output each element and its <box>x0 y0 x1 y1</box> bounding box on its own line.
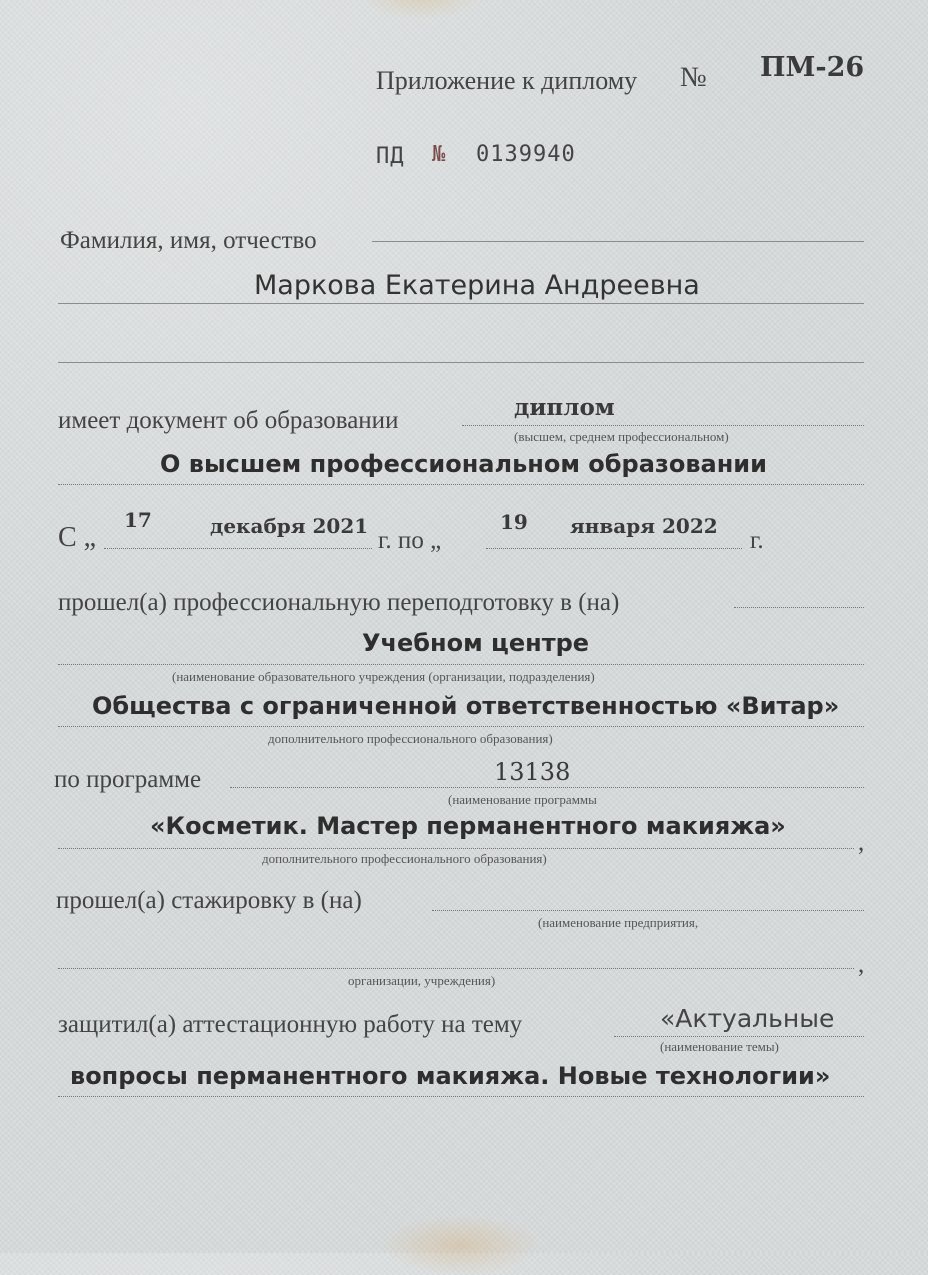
period-end-day: 19 <box>500 510 528 534</box>
doc-prefix: ПД <box>376 144 405 169</box>
period-start-line <box>104 548 372 549</box>
training-institution-line2: Общества с ограниченной ответственностью «Витар» <box>92 692 840 720</box>
program-hint1: (наименование программы <box>448 792 597 807</box>
thesis-hint: (наименование темы) <box>660 1039 779 1054</box>
appendix-label: Приложение к диплому <box>376 66 638 95</box>
top-ornament <box>360 0 480 20</box>
fio-label: Фамилия, имя, отчество <box>60 227 317 254</box>
program-line-2 <box>58 848 854 849</box>
program-code: 13138 <box>494 758 571 786</box>
thesis-label: защитил(а) аттестационную работу на тему <box>58 1011 523 1038</box>
program-label: по программе <box>54 766 202 793</box>
thesis-topic-line2: вопросы перманентного макияжа. Новые технологии» <box>70 1062 831 1090</box>
education-doc-label: имеет документ об образовании <box>58 407 399 434</box>
internship-hint1: (наименование предприятия, <box>538 915 699 930</box>
number-sign: № <box>680 62 707 93</box>
program-name: «Косметик. Мастер перманентного макияжа» <box>150 812 786 840</box>
period-start-month-year: декабря 2021 <box>210 514 369 538</box>
training-hint1: (наименование образовательного учреждения (организации, подразделения) <box>172 669 595 684</box>
doc-number-sign: № <box>432 142 447 167</box>
training-line-1 <box>58 664 864 665</box>
thesis-line-1 <box>614 1036 864 1037</box>
education-doc-line <box>462 425 864 426</box>
period-end-line <box>486 548 742 549</box>
appendix-number: ПМ-26 <box>760 52 865 83</box>
fio-line-2 <box>58 303 864 304</box>
program-line-1 <box>230 787 864 788</box>
doc-number: 0139940 <box>476 142 576 167</box>
period-suffix: г. <box>750 527 764 554</box>
internship-comma: , <box>858 951 865 978</box>
internship-label: прошел(а) стажировку в (на) <box>56 887 362 914</box>
period-end-month-year: января 2022 <box>570 514 718 538</box>
training-hint2: дополнительного профессионального образования) <box>268 731 553 746</box>
thesis-topic-line1: «Актуальные <box>660 1004 835 1033</box>
training-label: прошел(а) профессиональную переподготовку в (на) <box>58 589 620 616</box>
program-comma: , <box>858 829 865 856</box>
program-hint2: дополнительного профессионального образования) <box>262 851 547 866</box>
fio-line-3 <box>58 362 864 363</box>
internship-line-1 <box>432 910 864 911</box>
period-middle: г. по „ <box>378 527 442 554</box>
training-line-2 <box>58 726 864 727</box>
internship-line-2 <box>58 968 854 969</box>
education-doc-hint: (высшем, среднем профессиональном) <box>514 429 729 444</box>
period-start-day: 17 <box>124 508 152 532</box>
full-name: Маркова Екатерина Андреевна <box>254 270 700 301</box>
internship-hint2: организации, учреждения) <box>348 973 496 988</box>
bottom-ornament <box>380 1215 540 1275</box>
education-level-line <box>58 484 864 485</box>
thesis-line-2 <box>58 1096 864 1097</box>
education-doc-type: диплом <box>514 394 615 421</box>
fio-line-1 <box>372 241 864 242</box>
period-from-prefix: С „ <box>58 522 97 553</box>
education-level: О высшем профессиональном образовании <box>160 450 767 478</box>
training-institution-line1: Учебном центре <box>362 629 590 657</box>
training-label-line <box>734 607 864 608</box>
